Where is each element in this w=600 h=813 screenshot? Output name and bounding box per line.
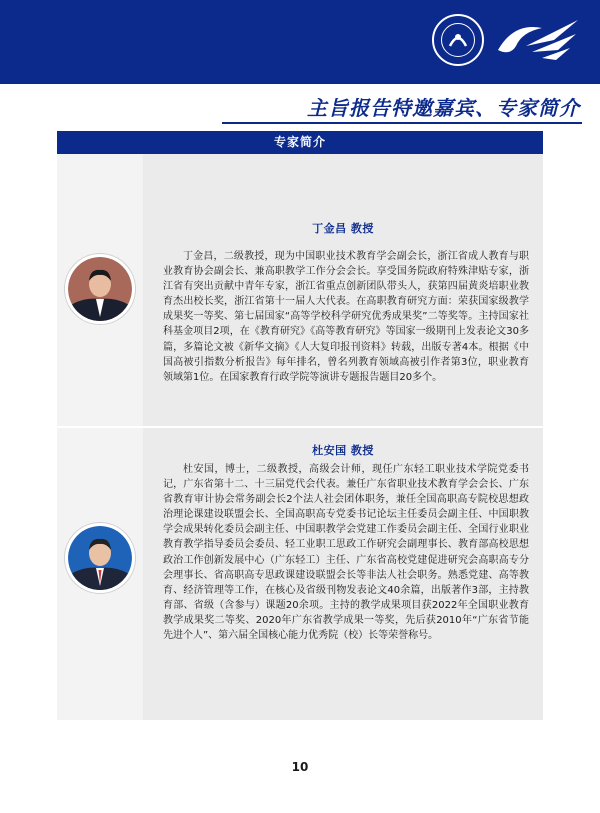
- portrait-figure-icon: [68, 526, 132, 590]
- expert-card: [57, 154, 543, 426]
- section-title: 专家简介: [57, 131, 543, 154]
- expert-bio: 丁金昌，二级教授，现为中国职业技术教育学会副会长，浙江省成人教育与职业教育协会副会长、兼高职教学工作分会会长。享受国务院政府特殊津贴专家，浙江省有突出贡献中青年专家，浙江省重点创新团队带头人，获第四届黄炎培职业教育杰出校长奖，浙江省第十一届人大代表。在高职教育研究方面：荣获国家级教学成果奖一等奖、第七届国家“高等学校科学研究优秀成果奖”二等奖等。主持国家社科基金项目2项，在《教育研究》《高等教育研究》等国家一级期刊上发表论文30多篇，多篇论文被《新华文摘》《人大复印报刊资料》转载，出版专著4本。根据《中国高被引指数分析报告》每年排名，曾名列教育领域高被引作者第3位，职业教育领域第1位。在国家教育行政学院等演讲专题报告题目20多个。: [163, 251, 529, 383]
- expert-card: [57, 428, 543, 720]
- expert-avatar: [65, 523, 135, 593]
- expert-portrait: [68, 526, 132, 590]
- expert-name: 丁金昌 教授: [312, 222, 374, 235]
- seal-emblem-icon: [434, 16, 482, 64]
- header-underline: [222, 122, 582, 124]
- expert-bio: 杜安国，博士，二级教授，高级会计师，现任广东轻工职业技术学院党委书记，广东省第十二、十三届党代会代表。兼任广东省职业技术教育学会会长、广东省教育审计协会常务副会长2个法人社会团体职务，兼任全国高职高专院校思想政治理论课建设联盟会长、全国高职高专党委书记论坛主任委员会副主任、中国职教学会成果转化委员会副主任、中国职教学会党建工作委员会副主任、全国行业职业教育教学指导委员会委员、轻工业职工思政工作研究会副理事长、教育部高校思想政治工作创新发展中心（广东轻工）主任、广东省高校党建促进研究会高职高专分会理事长、省高职高专思政课建设联盟会长等非法人社会职务。熟悉党建、高等教育、经济管理等工作，在核心及省级刊物发表论文40余篇，出版著作3部，主持教育部、省级（含参与）课题20余项。主持的教学成果项目获2022年全国职业教育教学成果奖二等奖、2020年广东省教学成果一等奖，先后获2010年“广东省节能先进个人”、第六届全国核心能力优秀院（校）长等荣誉称号。: [163, 464, 529, 642]
- expert-avatar: [65, 254, 135, 324]
- bird-logo-icon: [492, 16, 580, 66]
- page-number: 10: [291, 760, 309, 774]
- top-banner: [0, 0, 600, 84]
- portrait-figure-icon: [68, 257, 132, 321]
- page-header-title: 主旨报告特邀嘉宾、专家简介: [307, 96, 580, 120]
- expert-portrait: [68, 257, 132, 321]
- university-seal-icon: [432, 14, 484, 66]
- logo-group: [432, 14, 582, 68]
- expert-name: 杜安国 教授: [312, 444, 374, 457]
